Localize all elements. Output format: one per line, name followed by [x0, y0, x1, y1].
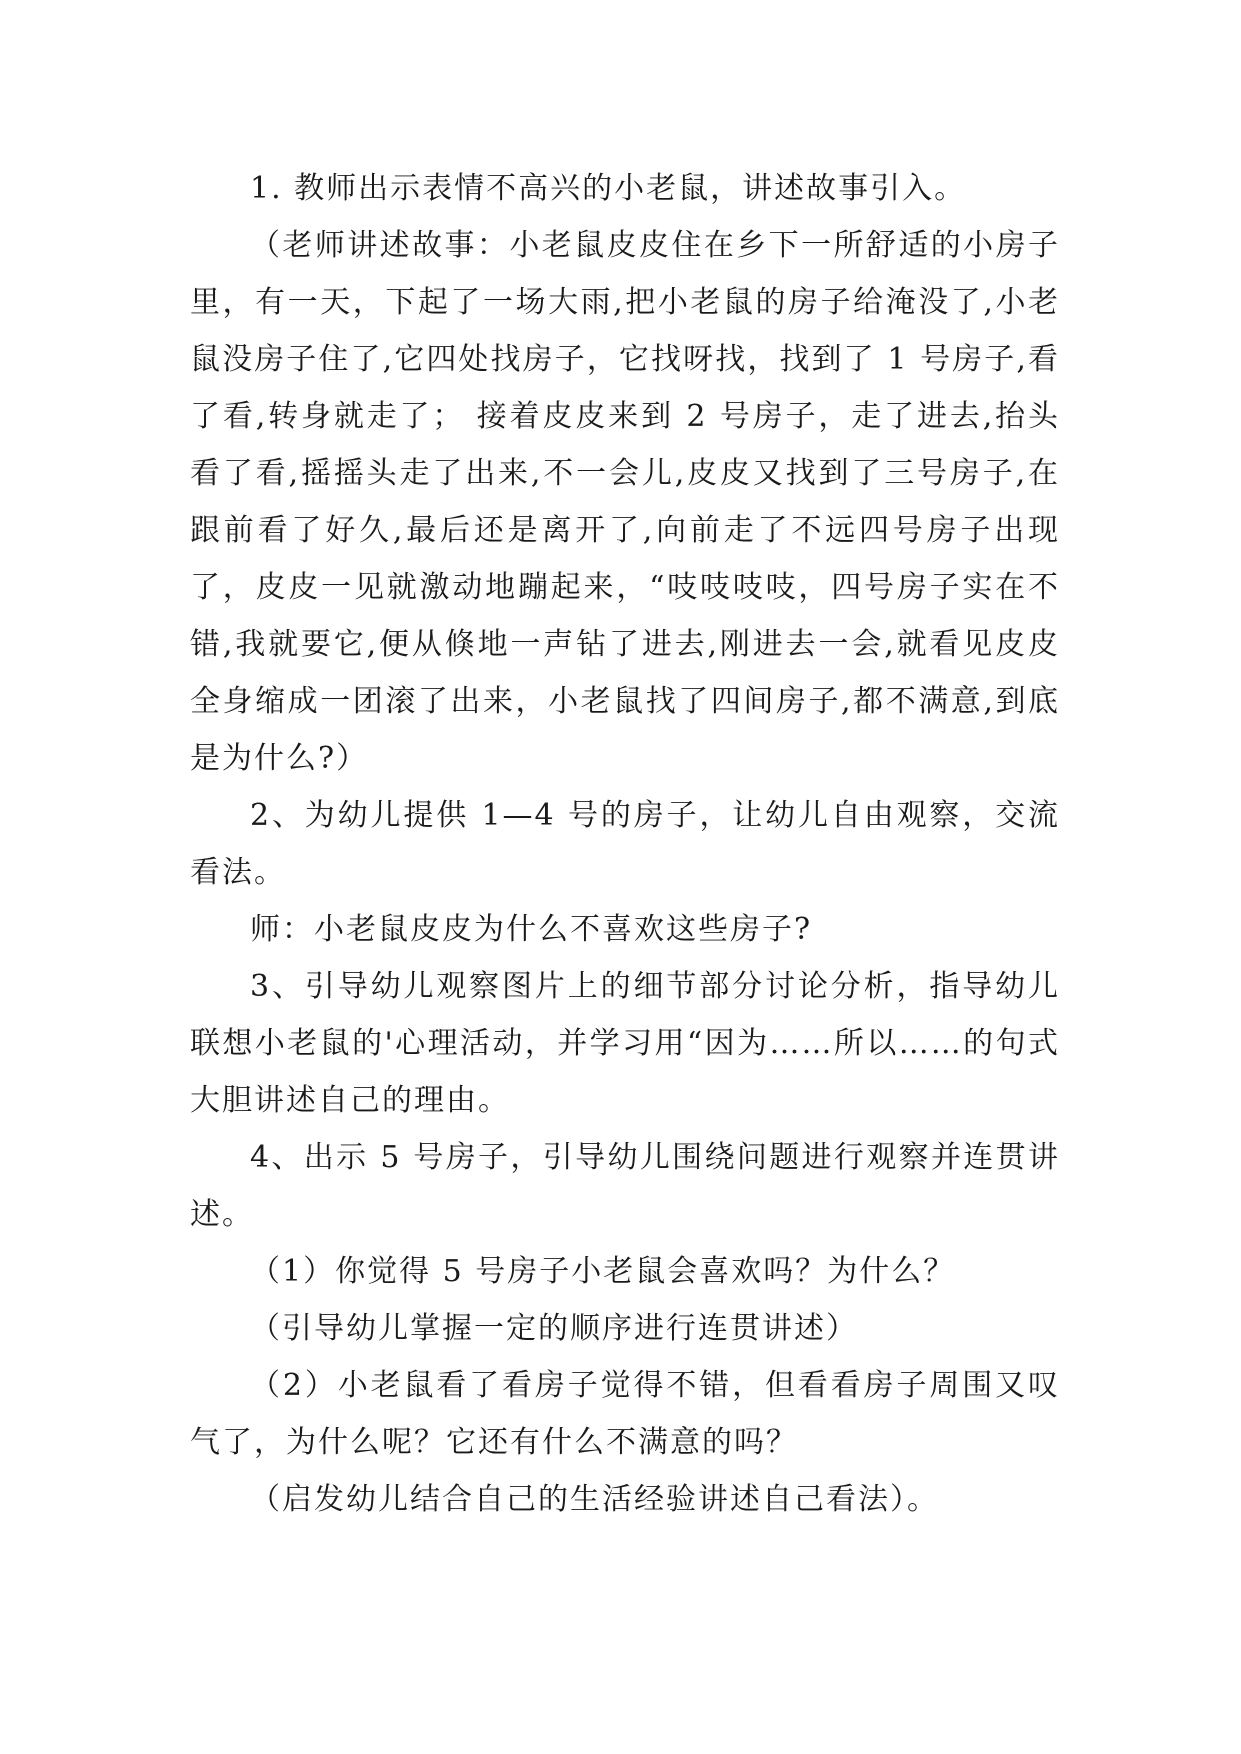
- paragraph-step-3: 3、引导幼儿观察图片上的细节部分讨论分析，指导幼儿联想小老鼠的'心理活动，并学习用“因为……所以……的句式大胆讲述自己的理由。: [190, 969, 1060, 1118]
- document-body: [190, 160, 1060, 1528]
- paragraph-question-1: （1）你觉得 5 号房子小老鼠会喜欢吗？为什么？: [250, 1254, 956, 1289]
- paragraph-note-2: （启发幼儿结合自己的生活经验讲述自己看法）。: [250, 1482, 939, 1517]
- paragraph-teacher-question: 师：小老鼠皮皮为什么不喜欢这些房子?: [250, 912, 813, 947]
- paragraph-story: （老师讲述故事：小老鼠皮皮住在乡下一所舒适的小房子里，有一天，下起了一场大雨,把小老鼠的房子给淹没了,小老鼠没房子住了,它四处找房子，它找呀找，找到了 1 号房子,看了看,转身就走了； 接着皮皮来到 2 号房子，走了进去,抬头看了看,摇摇头走了出来,不一会儿,皮皮又找到了三号房子,在跟前看了好久,最后还是离开了,向前走了不远四号房子出现了，皮皮一见就激动地蹦起来，“吱吱吱吱，四号房子实在不错,我就要它,便从倏地一声钻了进去,刚进去一会,就看见皮皮全身缩成一团滚了出来，小老鼠找了四间房子,都不满意,到底是为什么?）: [190, 228, 1060, 776]
- paragraph-step-4: 4、出示 5 号房子，引导幼儿围绕问题进行观察并连贯讲述。: [190, 1140, 1060, 1232]
- paragraph-question-2: （2）小老鼠看了看房子觉得不错，但看看房子周围又叹气了，为什么呢？它还有什么不满意的吗？: [190, 1368, 1060, 1460]
- paragraph-note-1: （引导幼儿掌握一定的顺序进行连贯讲述）: [250, 1311, 858, 1346]
- paragraph-step-2: 2、为幼儿提供 1—4 号的房子，让幼儿自由观察，交流看法。: [190, 798, 1060, 890]
- paragraph-step-1: 1. 教师出示表情不高兴的小老鼠，讲述故事引入。: [250, 171, 967, 206]
